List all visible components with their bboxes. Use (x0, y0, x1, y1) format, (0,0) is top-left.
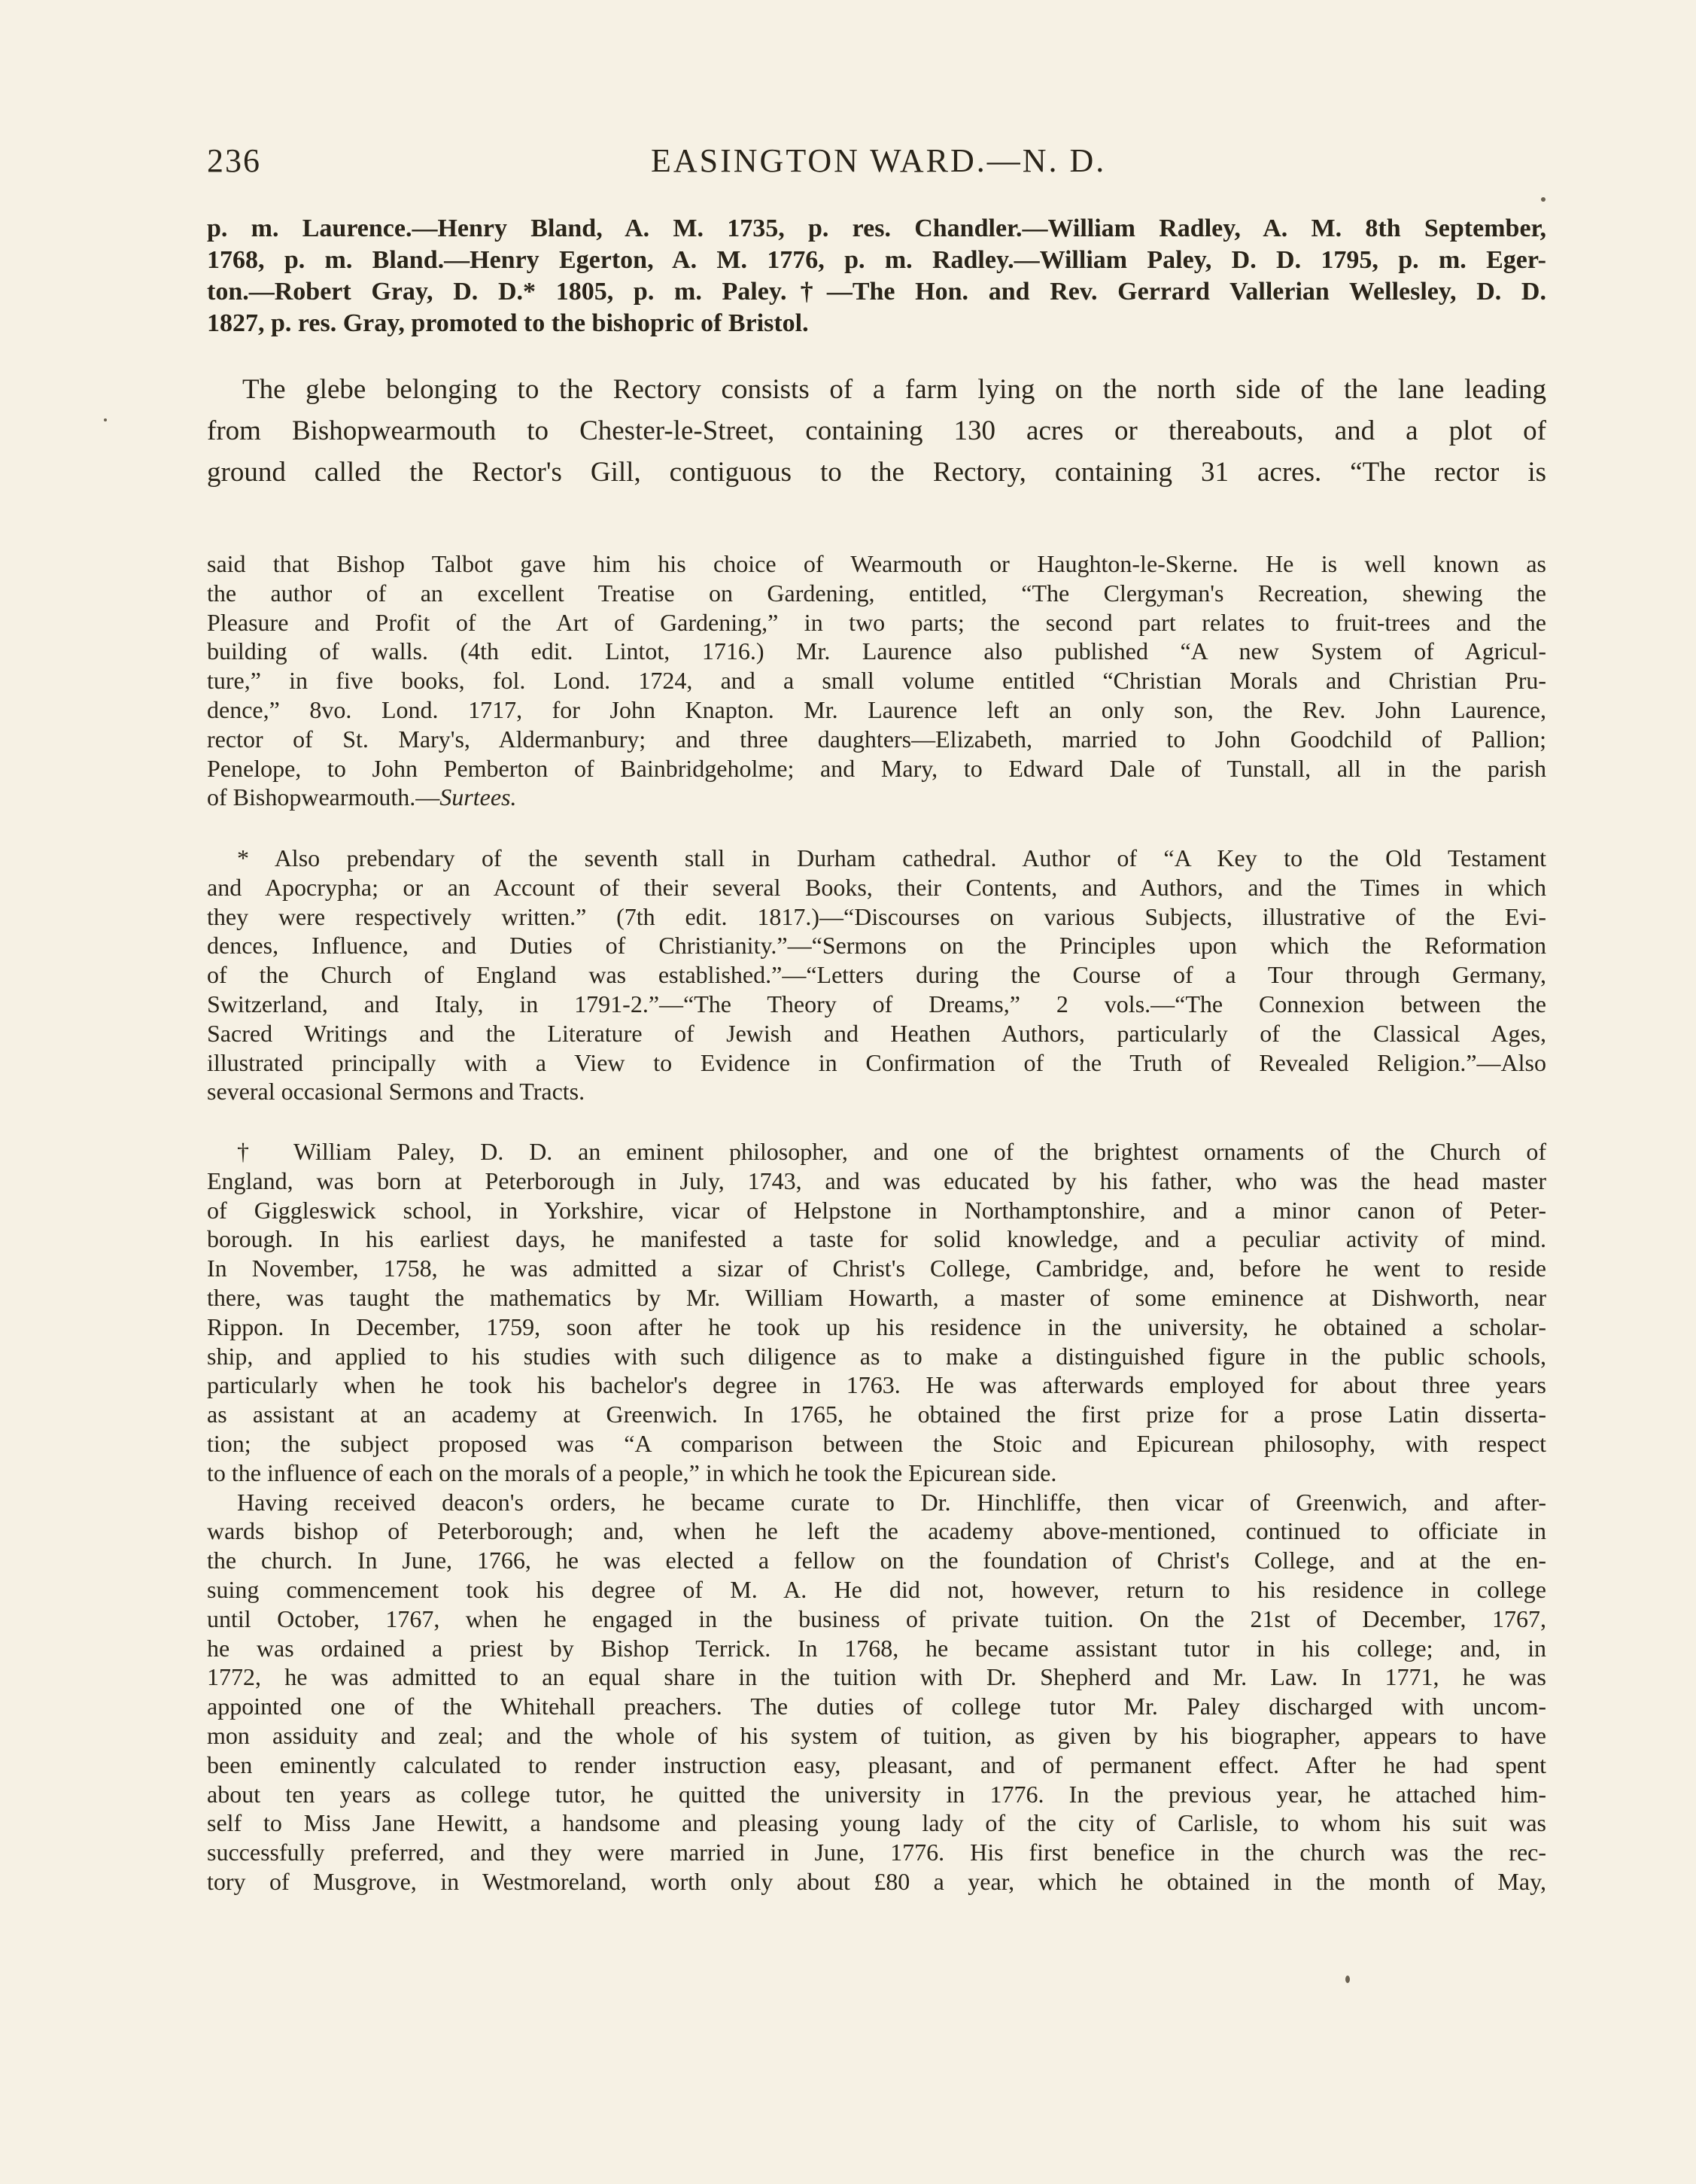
text-line: been eminently calculated to render instruction easy, pleasant, and of permanent effect. After he had spent (207, 1751, 1546, 1778)
text-line: England, was born at Peterborough in July, 1743, and was educated by his father, who was the head master (207, 1167, 1546, 1194)
text-line: 1768, p. m. Bland.—Henry Egerton, A. M. 1776, p. m. Radley.—William Paley, D. D. 1795, p. m. Eger- (207, 246, 1546, 274)
text-line: dences, Influence, and Duties of Christianity.”—“Sermons on the Principles upon which the Reformation (207, 932, 1546, 960)
text-line: and Apocrypha; or an Account of their several Books, their Contents, and Authors, and the Times in which (207, 873, 1546, 901)
text-line: Sacred Writings and the Literature of Jewish and Heathen Authors, particularly of the Classical Ages, (207, 1019, 1546, 1047)
text-line: rector of St. Mary's, Aldermanbury; and three daughters—Elizabeth, married to John Goodchild of Pallion; (207, 725, 1546, 753)
footnote-gray (207, 844, 1546, 1106)
text-line: dence,” 8vo. Lond. 1717, for John Knapton. Mr. Laurence left an only son, the Rev. John Laurence, (207, 695, 1546, 723)
text-line: Rippon. In December, 1759, soon after he took up his residence in the university, he obtained a scholar- (207, 1313, 1546, 1340)
page-number: 236 (207, 142, 261, 179)
text-line (207, 783, 1546, 812)
text-line: particularly when he took his bachelor's degree in 1763. He was afterwards employed for about three years (207, 1371, 1546, 1399)
text-line: until October, 1767, when he engaged in the business of private tuition. On the 21st of December, 1767, (207, 1605, 1546, 1632)
text-line: ground called the Rector's Gill, contiguous to the Rectory, containing 31 acres. “The rector is (207, 457, 1546, 488)
footnote-laurence (207, 549, 1546, 812)
incumbents-list (207, 213, 1546, 339)
text-line: successfully preferred, and they were married in June, 1776. His first benefice in the church was the rec- (207, 1839, 1546, 1866)
text-line: the church. In June, 1766, he was elected a fellow on the foundation of Christ's College, and at the en- (207, 1547, 1546, 1574)
text-line: Penelope, to John Pemberton of Bainbridgeholme; and Mary, to Edward Dale of Tunstall, all in the parish (207, 754, 1546, 782)
text-line: of the Church of England was established.”—“Letters during the Course of a Tour through Germany, (207, 961, 1546, 989)
text-fragment: of Bishopwearmouth.— (207, 783, 440, 811)
text-line: ture,” in five books, fol. Lond. 1724, and a small volume entitled “Christian Morals and Christian Pru- (207, 667, 1546, 695)
text-line: † William Paley, D. D. an eminent philosopher, and one of the brightest ornaments of the Church of (237, 1138, 1546, 1165)
paper-speck (104, 418, 107, 421)
text-line: wards bishop of Peterborough; and, when he left the academy above-mentioned, continued to officiate in (207, 1517, 1546, 1545)
text-line: about ten years as college tutor, he quitted the university in 1776. In the previous year, he attached him- (207, 1780, 1546, 1808)
text-line: said that Bishop Talbot gave him his choice of Wearmouth or Haughton-le-Skerne. He is well known as (207, 550, 1546, 577)
text-line: self to Miss Jane Hewitt, a handsome and pleasing young lady of the city of Carlisle, to whom his suit was (207, 1809, 1546, 1837)
text-line: Having received deacon's orders, he became curate to Dr. Hinchliffe, then vicar of Greenwich, and after- (237, 1488, 1546, 1516)
text-line: ship, and applied to his studies with such diligence as to make a distinguished figure in the public schools, (207, 1342, 1546, 1370)
text-line: they were respectively written.” (7th edit. 1817.)—“Discourses on various Subjects, illustrative of the Evi- (207, 902, 1546, 930)
paper-speck (1345, 1976, 1350, 1983)
text-line: as assistant at an academy at Greenwich. In 1765, he obtained the first prize for a prose Latin disserta- (207, 1401, 1546, 1428)
text-line: p. m. Laurence.—Henry Bland, A. M. 1735, p. res. Chandler.—William Radley, A. M. 8th September, (207, 214, 1546, 242)
text-line: suing commencement took his degree of M. A. He did not, however, return to his residence in college (207, 1575, 1546, 1603)
text-line: * Also prebendary of the seventh stall in Durham cathedral. Author of “A Key to the Old Testament (237, 844, 1546, 871)
text-line: the author of an excellent Treatise on Gardening, entitled, “The Clergyman's Recreation, shewing the (207, 579, 1546, 607)
paper-speck (1541, 197, 1546, 202)
text-line: Pleasure and Profit of the Art of Gardening,” in two parts; the second part relates to fruit-trees and the (207, 608, 1546, 636)
text-line: borough. In his earliest days, he manifested a taste for solid knowledge, and a peculiar activity of mind. (207, 1225, 1546, 1253)
text-line: 1772, he was admitted to an equal share in the tuition with Dr. Shepherd and Mr. Law. In 1771, he was (207, 1663, 1546, 1691)
text-line: building of walls. (4th edit. Lintot, 1716.) Mr. Laurence also published “A new System of Agricul- (207, 637, 1546, 665)
text-line: In November, 1758, he was admitted a sizar of Christ's College, Cambridge, and, before he went to reside (207, 1255, 1546, 1282)
footnote-paley (207, 1137, 1546, 1897)
page-header (207, 141, 1546, 187)
text-line: tion; the subject proposed was “A comparison between the Stoic and Epicurean philosophy, with respect (207, 1429, 1546, 1457)
text-line: Switzerland, and Italy, in 1791-2.”—“The Theory of Dreams,” 2 vols.—“The Connexion between the (207, 990, 1546, 1017)
text-line: several occasional Sermons and Tracts. (207, 1078, 585, 1106)
text-line: ton.—Robert Gray, D. D.* 1805, p. m. Paley.†—The Hon. and Rev. Gerrard Vallerian Wellesley, D. D. (207, 278, 1546, 306)
glebe-paragraph (207, 369, 1546, 493)
text-line: appointed one of the Whitehall preachers. The duties of college tutor Mr. Paley discharged with uncom- (207, 1693, 1546, 1720)
text-line: from Bishopwearmouth to Chester-le-Street, containing 130 acres or thereabouts, and a plot of (207, 415, 1546, 446)
text-line: to the influence of each on the morals of a people,” in which he took the Epicurean side. (207, 1459, 1057, 1486)
text-line: 1827, p. res. Gray, promoted to the bishopric of Bristol. (207, 309, 809, 337)
text-line: mon assiduity and zeal; and the whole of his system of tuition, as given by his biographer, appears to have (207, 1721, 1546, 1749)
text-line: tory of Musgrove, in Westmoreland, worth only about £80 a year, which he obtained in the month of May, (207, 1867, 1546, 1895)
text-line: there, was taught the mathematics by Mr. William Howarth, a master of some eminence at Dishworth, near (207, 1283, 1546, 1311)
text-line: of Giggleswick school, in Yorkshire, vicar of Helpstone in Northamptonshire, and a minor canon of Peter- (207, 1196, 1546, 1224)
text-line: illustrated principally with a View to Evidence in Confirmation of the Truth of Revealed Religion.”—Also (207, 1048, 1546, 1076)
text-line: The glebe belonging to the Rectory consists of a farm lying on the north side of the lane leading (242, 374, 1546, 405)
text-line: he was ordained a priest by Bishop Terrick. In 1768, he became assistant tutor in his college; and, in (207, 1634, 1546, 1662)
running-head: EASINGTON WARD.—N. D. (651, 142, 1107, 179)
source-citation: Surtees. (439, 783, 517, 811)
